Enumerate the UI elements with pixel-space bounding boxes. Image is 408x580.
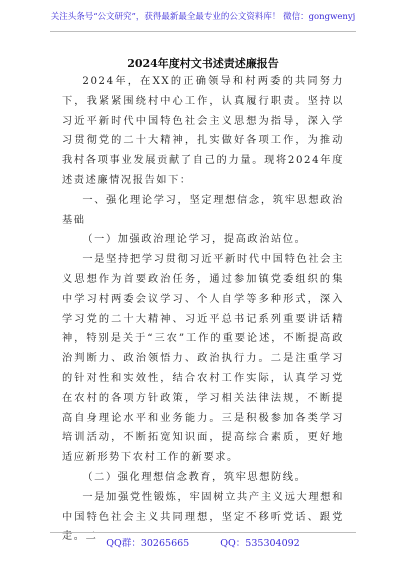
footer — [50, 535, 356, 549]
footer-qq-number: QQ：535304092 — [220, 538, 300, 549]
promo-header: 关注头条号“公文研究”，获得最新最全最专业的公文资料库！ 微信：gongwenyj — [50, 12, 356, 22]
subsection-heading: （二）强化理想信念教育，筑牢思想防线。 — [82, 471, 307, 483]
body-paragraph: 一是坚持把学习贯彻习近平新时代中国特色社会主义思想作为首要政治任务，通过参加镇党委组织的集中学习村两委会议学习、个人自学等多种形式，深入学习党的二十大精神、习近平总书记系列重要讲话精神，特别是关于“三农”工作的重要论述，不断提高政治判断力、政治领悟力、政治执行力。二是注重学习的针对性和实效性，结合农村工作实际，认真学习党在农村的各项方针政策，学习相关法律法规，不断提高自身理论水平和业务能力。三是积极参加各类学习培训活动，不断拓宽知识面，提高综合素质，更好地适应新形势下农村工作的新要求。 — [62, 254, 344, 464]
body-paragraph: 2024年，在XX的正确领导和村两委的共同努力下，我紧紧围绕村中心工作，认真履行职责。坚持以习近平新时代中国特色社会主义思想为指导，深入学习贯彻党的二十大精神，扎实做好各项工作，为推动我村各项事业发展贡献了自己的力量。现将2024年度述责述廉情况报告如下： — [62, 76, 344, 186]
footer-qq-group: QQ群：30265665 — [106, 538, 190, 549]
subsection-heading: （一）加强政治理论学习，提高政治站位。 — [82, 234, 307, 246]
document-title: 2024年度村文书述责述廉报告 — [127, 57, 279, 70]
footer-divider — [50, 532, 356, 533]
header-divider — [50, 31, 356, 32]
section-heading: 一、强化理论学习，坚定理想信念，筑牢思想政治基础 — [62, 194, 344, 226]
document-body — [62, 72, 344, 547]
body-paragraph: 一是加强党性锻炼，牢固树立共产主义远大理想和中国特色社会主义共同理想，坚定不移听党话、跟党走。二 — [62, 491, 344, 543]
